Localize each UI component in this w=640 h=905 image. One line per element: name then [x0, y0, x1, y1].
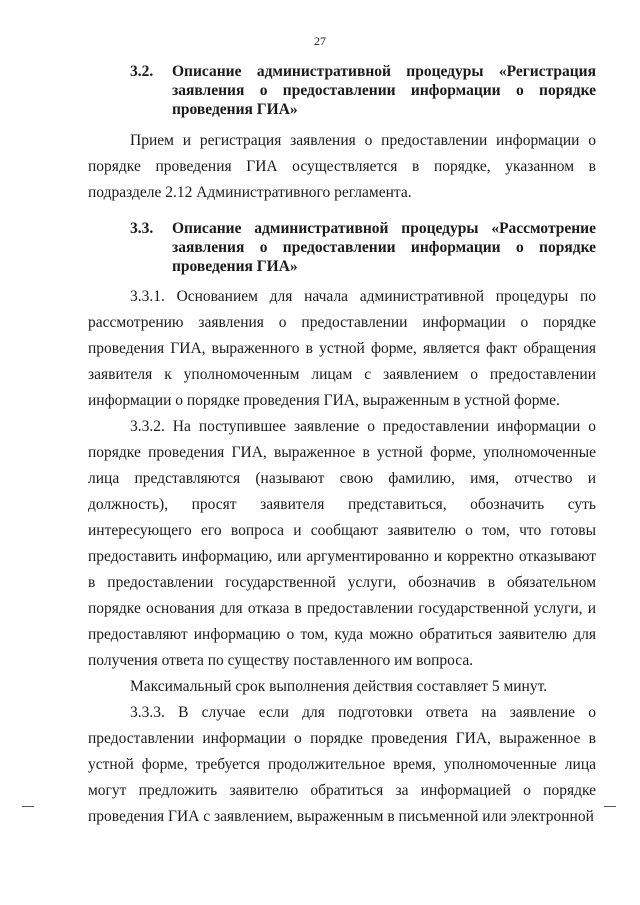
margin-mark-left — [22, 806, 34, 807]
section-title: Описание административной процедуры «Рассмотрение заявления о предоставлении информации о порядке проведения ГИА» — [172, 220, 596, 275]
paragraph-registration: Прием и регистрация заявления о предоставлении информации о порядке проведения ГИА осуществляется в порядке, указанном в подразделе 2.12 Административного регламента. — [88, 132, 596, 201]
section-heading-3-2 — [130, 62, 596, 119]
paragraph-3-3-3: 3.3.3. В случае если для подготовки ответа на заявление о предоставлении информации о порядке проведения ГИА, выраженное в устной форме, требуется продолжительное время, уполномоченные лица могут предложить заявителю обратиться за информацией о порядке проведения ГИА с заявлением, выраженным в письменной или электронной — [88, 704, 596, 825]
section-number: 3.3. — [130, 220, 154, 237]
section-number: 3.2. — [130, 63, 154, 80]
page-number: 27 — [314, 34, 326, 48]
paragraph-3-3-1: 3.3.1. Основанием для начала административной процедуры по рассмотрению заявления о предоставлении информации о порядке проведения ГИА, выраженного в устной форме, является факт обращения заявителя к уполномоченным лицам с заявлением о предоставлении информации о порядке проведения ГИА, выраженным в устной форме. — [88, 288, 596, 409]
paragraph-3-3-2: 3.3.2. На поступившее заявление о предоставлении информации о порядке проведения ГИА, выраженное в устной форме, уполномоченные лица представляются (называют свою фамилию, имя, отчество и должность), просят заявителя представиться, обозначить суть интересующего его вопроса и сообщают заявителю о том, что готовы предоставить информацию, или аргументированно и корректно отказывают в предоставлении государственной услуги, обозначив в обязательном порядке основания для отказа в предоставлении государственной услуги, и предоставляют информацию о том, куда можно обратиться заявителю для получения ответа по существу поставленного им вопроса. — [88, 418, 596, 669]
section-heading-3-3 — [130, 219, 596, 276]
margin-mark-right — [604, 806, 616, 807]
paragraph-max-time: Максимальный срок выполнения действия составляет 5 минут. — [130, 678, 548, 695]
section-title: Описание административной процедуры «Регистрация заявления о предоставлении информации о порядке проведения ГИА» — [172, 63, 596, 118]
